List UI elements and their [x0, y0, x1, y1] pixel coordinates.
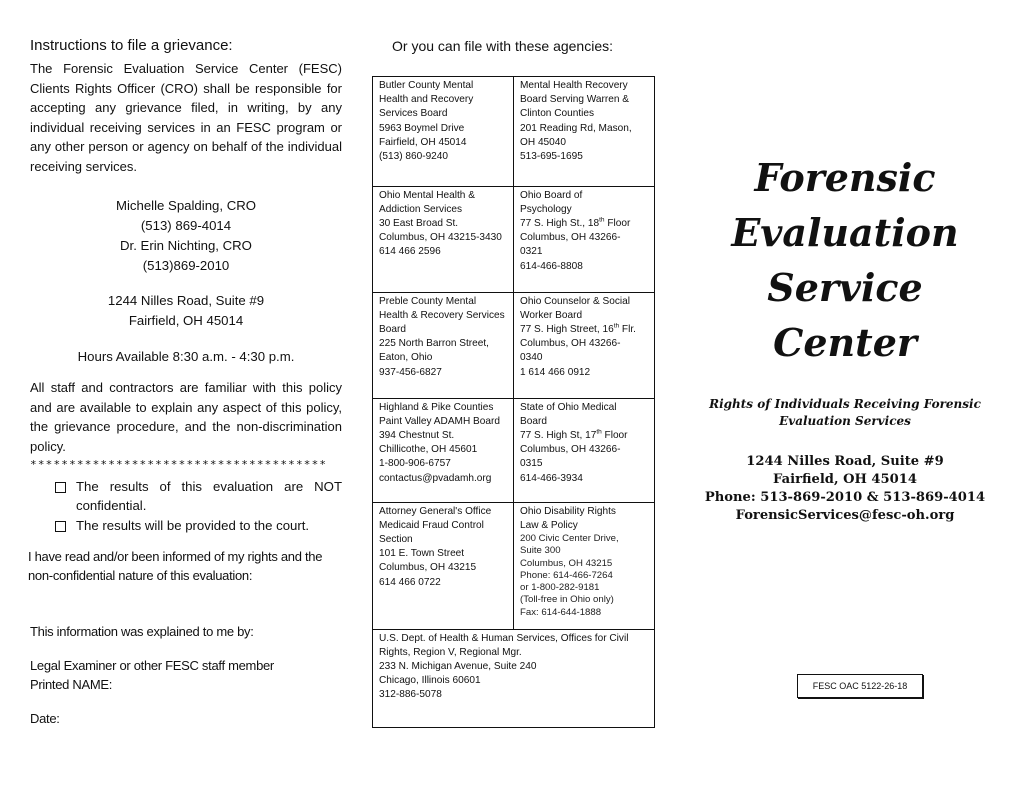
agency-line: (513) 860-9240 [379, 151, 449, 163]
printed-name-label: Printed NAME: [30, 677, 113, 692]
agency-ohio-medical-board [514, 398, 655, 502]
agency-line: Board [520, 415, 547, 427]
checkbox-not-confidential[interactable] [55, 477, 342, 515]
center-email: ForensicServices@fesc-oh.org [735, 508, 955, 523]
agency-ohio-disability-rights [514, 502, 655, 629]
agency-ohio-mental-health [373, 186, 514, 292]
checkbox-square-icon[interactable] [55, 521, 66, 532]
agencies-table [372, 76, 655, 728]
center-contact-info [690, 453, 1000, 525]
agency-line [520, 323, 648, 337]
subtitle-line: Evaluation Services [779, 414, 911, 428]
agencies-heading: Or you can file with these agencies: [392, 38, 614, 54]
agency-line: contactus@pvadamh.org [379, 472, 492, 484]
agency-line: Medicaid Fraud Control [379, 519, 484, 531]
office-address [30, 291, 342, 331]
agency-line: Columbus, OH 43266- [520, 338, 621, 350]
agency-line: Worker Board [520, 309, 583, 321]
agency-attorney-general [373, 502, 514, 629]
agency-line: 937-456-6827 [379, 366, 442, 378]
agency-line: U.S. Dept. of Health & Human Services, Offices for Civil Rights, Region V, Regional Mgr. [379, 632, 629, 658]
office-hours: Hours Available 8:30 a.m. - 4:30 p.m. [77, 349, 295, 364]
agency-us-hhs [373, 629, 654, 727]
office-city: Fairfield, OH 45014 [128, 313, 244, 328]
agency-preble-county [373, 292, 514, 398]
agency-line: Attorney General's Office [379, 505, 492, 517]
agency-line: Chillicothe, OH 45601 [379, 444, 478, 456]
agency-line: Ohio Disability Rights [520, 505, 616, 517]
agency-line: OH 45040 [520, 136, 567, 148]
agency-line: Fax: 614-644-1888 [520, 606, 602, 618]
agency-warren-clinton [514, 77, 655, 186]
agency-line: 614-466-8808 [520, 260, 583, 272]
agency-line: Law & Policy [520, 519, 578, 531]
agency-highland-pike [373, 398, 514, 502]
ordinal-suffix: th [599, 216, 605, 224]
agency-line: Health and Recovery [379, 94, 474, 106]
cro-phone-1: (513) 869-4014 [140, 218, 232, 233]
agency-line: 312-886-5078 [379, 689, 442, 701]
date-label: Date: [30, 711, 60, 726]
street-text: 77 S. High Street, 16 [520, 323, 614, 335]
agency-line: 201 Reading Rd, Mason, [520, 122, 632, 134]
checkbox-provided-to-court-label: The results will be provided to the court. [76, 518, 310, 533]
agency-line: Health & Recovery Services [379, 309, 505, 321]
grievance-instructions-panel [30, 0, 342, 792]
ordinal-suffix: th [596, 428, 602, 436]
explained-by-label: This information was explained to me by: [30, 624, 254, 639]
form-code-box: FESC OAC 5122-26-18 [797, 674, 923, 698]
agency-line: Columbus, OH 43215 [520, 557, 613, 569]
center-title [690, 150, 1000, 370]
cro-name-2: Dr. Erin Nichting, CRO [120, 238, 252, 253]
cro-contacts [30, 196, 342, 276]
agency-line: Board Serving Warren & [520, 94, 630, 106]
agency-line: State of Ohio Medical [520, 401, 617, 413]
agency-line: 0321 [520, 246, 543, 258]
agency-line: Addiction Services [379, 203, 463, 215]
agency-line: Ohio Counselor & Social [520, 295, 630, 307]
agency-line: Phone: 614-466-7264 [520, 569, 613, 581]
agency-line: or 1-800-282-9181 [520, 582, 600, 594]
agency-line: Columbus, OH 43215-3430 [379, 232, 502, 244]
cro-name-1: Michelle Spalding, CRO [116, 198, 256, 213]
agency-line: Fairfield, OH 45014 [379, 136, 467, 148]
office-street: 1244 Nilles Road, Suite #9 [107, 293, 265, 308]
agency-line: 614 466 0722 [379, 576, 441, 588]
agency-ohio-psychology [514, 186, 655, 292]
grievance-heading: Instructions to file a grievance: [30, 37, 233, 54]
center-phone: Phone: 513-869-2010 & 513-869-4014 [704, 490, 986, 505]
staff-policy-text: All staff and contractors are familiar with this policy and are available to explain any aspect of this policy, the grievance procedure, and the non-discrimination policy. [30, 380, 342, 454]
agency-line: Preble County Mental [379, 295, 477, 307]
agency-line: 513-695-1695 [520, 151, 583, 163]
title-line: Center [773, 320, 917, 365]
street-text: 77 S. High St., 18 [520, 217, 600, 229]
agency-line: Section [379, 533, 413, 545]
street-text: Flr. [619, 323, 636, 335]
cro-phone-2: (513)869-2010 [142, 258, 230, 273]
street-text: Floor [601, 429, 628, 441]
street-text: Floor [604, 217, 631, 229]
center-street: 1244 Nilles Road, Suite #9 [746, 454, 944, 469]
examiner-role-label: Legal Examiner or other FESC staff member [30, 658, 274, 673]
title-line: Service [767, 265, 923, 310]
agency-line: 5963 Boymel Drive [379, 122, 465, 134]
agency-line: Ohio Mental Health & [379, 189, 475, 201]
agency-line: 233 N. Michigan Avenue, Suite 240 [379, 660, 537, 672]
agency-line: Clinton Counties [520, 108, 595, 120]
agency-line: Services Board [379, 108, 448, 120]
agency-line: 1-800-906-6757 [379, 458, 451, 470]
agency-line: Board [379, 323, 406, 335]
agency-line: Columbus, OH 43215 [379, 562, 477, 574]
examiner-label [30, 656, 274, 694]
agency-line: 394 Chestnut St. [379, 429, 455, 441]
title-line: Forensic [754, 155, 936, 200]
street-text: 77 S. High St, 17 [520, 429, 597, 441]
subtitle-line: Rights of Individuals Receiving Forensic [709, 397, 981, 411]
cover-panel [690, 0, 1000, 792]
rights-subtitle [690, 396, 1000, 430]
agency-line: Psychology [520, 203, 572, 215]
agency-line: (Toll-free in Ohio only) [520, 594, 614, 606]
agency-line: Mental Health Recovery [520, 80, 628, 91]
agency-line: 614-466-3934 [520, 472, 583, 484]
agency-line [520, 217, 648, 231]
agency-ohio-counselor-board [514, 292, 655, 398]
center-city: Fairfield, OH 45014 [773, 472, 917, 487]
agency-line: 1 614 466 0912 [520, 366, 591, 378]
agency-line: 30 East Broad St. [379, 217, 459, 229]
agency-line: Highland & Pike Counties [379, 401, 494, 413]
grievance-intro-text: The Forensic Evaluation Service Center (FESC) Clients Rights Officer (CRO) shall be responsible for accepting any grievance filed, in writing, by any individual receiving services in an FESC program or any other person or agency on behalf of the individual receiving services. [30, 61, 342, 174]
agency-line: Columbus, OH 43266- [520, 232, 621, 244]
agency-line: Chicago, Illinois 60601 [379, 675, 481, 687]
agency-line: Suite 300 [520, 545, 561, 557]
agency-line: Paint Valley ADAMH Board [379, 415, 500, 427]
agency-line: 0340 [520, 352, 543, 364]
checkbox-not-confidential-label: The results of this evaluation are NOT confidential. [76, 479, 342, 513]
title-line: Evaluation [731, 210, 959, 255]
acknowledgement-text: I have read and/or been informed of my rights and the non-confidential nature of this evaluation: [28, 549, 323, 583]
agency-line [520, 429, 648, 443]
separator-stars: ************************************** [30, 458, 328, 471]
checkbox-provided-to-court[interactable] [55, 516, 342, 535]
agency-line: 614 466 2596 [379, 246, 441, 258]
agency-line: Butler County Mental [379, 80, 474, 91]
agency-line: 0315 [520, 458, 543, 470]
ordinal-suffix: th [613, 322, 620, 330]
agency-line: Ohio Board of [520, 189, 583, 201]
checkbox-square-icon[interactable] [55, 482, 66, 493]
agency-line: 225 North Barron Street, [379, 338, 489, 350]
agency-line: 101 E. Town Street [379, 548, 465, 560]
agencies-panel [372, 0, 656, 792]
agency-line: Eaton, Ohio [379, 352, 433, 364]
agency-line: Columbus, OH 43266- [520, 444, 621, 456]
agency-butler-county [373, 77, 514, 186]
agency-line: 200 Civic Center Drive, [520, 532, 619, 544]
